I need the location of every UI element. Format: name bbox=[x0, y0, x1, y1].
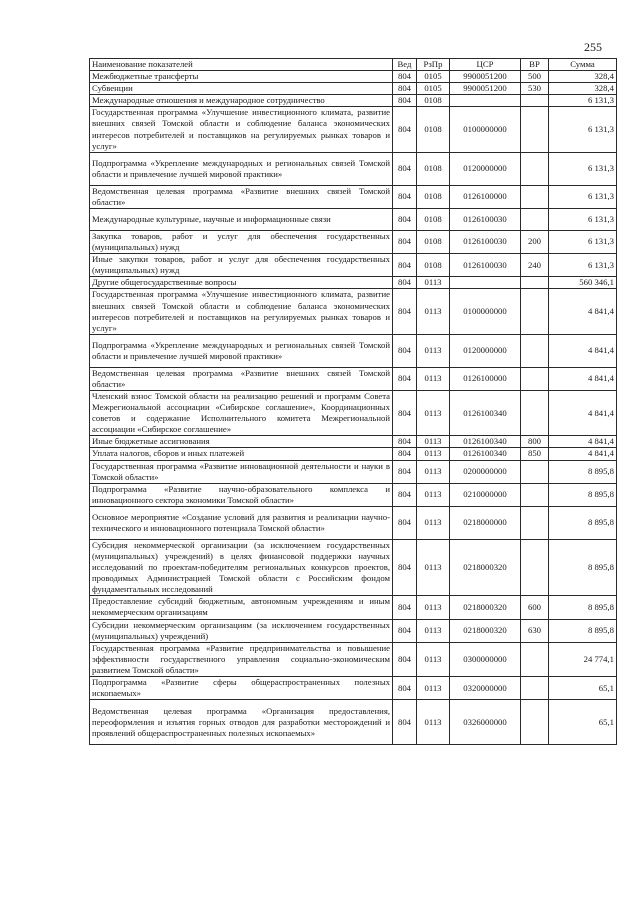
table-row bbox=[90, 642, 617, 676]
row-amount: 8 895,8 bbox=[549, 506, 617, 539]
row-amount: 65,1 bbox=[549, 700, 617, 745]
table-row bbox=[90, 506, 617, 539]
row-department: 804 bbox=[393, 230, 417, 253]
row-name: Предоставление субсидий бюджетным, автономным учреждениям и иным некоммерческим организациям bbox=[90, 596, 393, 619]
row-name: Основное мероприятие «Создание условий для развития и реализации научно-технического и инновационного потенциала Томской области» bbox=[90, 506, 393, 539]
table-row bbox=[90, 152, 617, 185]
row-name: Подпрограмма «Укрепление международных и региональных связей Томской области и привлечение лучшей мировой практики» bbox=[90, 334, 393, 367]
row-section: 0108 bbox=[417, 95, 450, 107]
row-name: Государственная программа «Развитие инновационной деятельности и науки в Томской области» bbox=[90, 460, 393, 483]
row-name: Ведомственная целевая программа «Организация предоставления, переоформления и изъятия горных отводов для разработки месторождений и проявлений общераспространенных полезных ископаемых» bbox=[90, 700, 393, 745]
row-section: 0108 bbox=[417, 230, 450, 253]
row-amount: 4 841,4 bbox=[549, 390, 617, 435]
table-row bbox=[90, 700, 617, 745]
row-target-article: 0120000000 bbox=[450, 152, 521, 185]
row-target-article: 0126100030 bbox=[450, 230, 521, 253]
row-name: Субвенции bbox=[90, 83, 393, 95]
row-department: 804 bbox=[393, 71, 417, 83]
row-section: 0113 bbox=[417, 642, 450, 676]
page-number: 255 bbox=[584, 40, 602, 54]
row-section: 0105 bbox=[417, 71, 450, 83]
row-department: 804 bbox=[393, 596, 417, 619]
row-expense-type bbox=[521, 289, 549, 334]
row-department: 804 bbox=[393, 83, 417, 95]
table-row bbox=[90, 390, 617, 435]
row-department: 804 bbox=[393, 506, 417, 539]
row-expense-type: 630 bbox=[521, 619, 549, 642]
row-amount: 24 774,1 bbox=[549, 642, 617, 676]
row-department: 804 bbox=[393, 539, 417, 595]
row-expense-type bbox=[521, 107, 549, 152]
row-expense-type bbox=[521, 460, 549, 483]
row-name: Государственная программа «Развитие предпринимательства и повышение эффективности государственного управления социально-экономическим развитием Томской области» bbox=[90, 642, 393, 676]
row-department: 804 bbox=[393, 185, 417, 208]
row-expense-type bbox=[521, 185, 549, 208]
row-section: 0108 bbox=[417, 185, 450, 208]
row-amount: 6 131,3 bbox=[549, 107, 617, 152]
row-expense-type: 530 bbox=[521, 83, 549, 95]
row-expense-type bbox=[521, 642, 549, 676]
row-section: 0113 bbox=[417, 700, 450, 745]
row-department: 804 bbox=[393, 254, 417, 277]
row-amount: 6 131,3 bbox=[549, 95, 617, 107]
row-section: 0113 bbox=[417, 506, 450, 539]
row-target-article: 0218000320 bbox=[450, 539, 521, 595]
table-row bbox=[90, 619, 617, 642]
row-amount: 4 841,4 bbox=[549, 289, 617, 334]
table-row bbox=[90, 289, 617, 334]
row-section: 0113 bbox=[417, 277, 450, 289]
row-department: 804 bbox=[393, 95, 417, 107]
table-row bbox=[90, 277, 617, 289]
row-target-article: 9900051200 bbox=[450, 83, 521, 95]
row-expense-type bbox=[521, 367, 549, 390]
row-section: 0113 bbox=[417, 460, 450, 483]
row-department: 804 bbox=[393, 334, 417, 367]
row-section: 0113 bbox=[417, 367, 450, 390]
row-target-article: 0126100340 bbox=[450, 436, 521, 448]
row-department: 804 bbox=[393, 483, 417, 506]
row-target-article: 0126100030 bbox=[450, 208, 521, 230]
row-name: Подпрограмма «Укрепление международных и региональных связей Томской области и привлечение лучшей мировой практики» bbox=[90, 152, 393, 185]
header-amount: Сумма bbox=[549, 59, 617, 71]
row-section: 0113 bbox=[417, 539, 450, 595]
row-target-article: 0200000000 bbox=[450, 460, 521, 483]
row-target-article: 0100000000 bbox=[450, 107, 521, 152]
row-target-article: 0126100340 bbox=[450, 448, 521, 460]
row-amount: 6 131,3 bbox=[549, 230, 617, 253]
row-department: 804 bbox=[393, 289, 417, 334]
row-name: Государственная программа «Улучшение инвестиционного климата, развитие внешних связей Томской области и соблюдение баланса экономических интересов потребителей и поставщиков на регулируемых рынках товаров и услуг» bbox=[90, 289, 393, 334]
row-target-article bbox=[450, 277, 521, 289]
row-target-article: 0126100030 bbox=[450, 254, 521, 277]
row-target-article: 0126100000 bbox=[450, 367, 521, 390]
table-row bbox=[90, 208, 617, 230]
table-row bbox=[90, 367, 617, 390]
table-row bbox=[90, 436, 617, 448]
row-amount: 4 841,4 bbox=[549, 334, 617, 367]
header-section: РзПр bbox=[417, 59, 450, 71]
row-name: Международные отношения и международное сотрудничество bbox=[90, 95, 393, 107]
row-amount: 328,4 bbox=[549, 71, 617, 83]
row-target-article: 0320000000 bbox=[450, 677, 521, 700]
row-amount: 6 131,3 bbox=[549, 254, 617, 277]
row-name: Иные бюджетные ассигнования bbox=[90, 436, 393, 448]
row-department: 804 bbox=[393, 436, 417, 448]
row-amount: 8 895,8 bbox=[549, 539, 617, 595]
row-amount: 8 895,8 bbox=[549, 483, 617, 506]
row-expense-type: 850 bbox=[521, 448, 549, 460]
row-expense-type bbox=[521, 677, 549, 700]
row-expense-type: 200 bbox=[521, 230, 549, 253]
row-section: 0108 bbox=[417, 254, 450, 277]
table-row bbox=[90, 596, 617, 619]
row-target-article: 0120000000 bbox=[450, 334, 521, 367]
row-target-article: 0126100000 bbox=[450, 185, 521, 208]
row-amount: 6 131,3 bbox=[549, 185, 617, 208]
row-expense-type: 500 bbox=[521, 71, 549, 83]
table-row bbox=[90, 83, 617, 95]
row-amount: 8 895,8 bbox=[549, 596, 617, 619]
table-row bbox=[90, 230, 617, 253]
row-name: Ведомственная целевая программа «Развитие внешних связей Томской области» bbox=[90, 185, 393, 208]
row-amount: 328,4 bbox=[549, 83, 617, 95]
row-department: 804 bbox=[393, 277, 417, 289]
row-name: Подпрограмма «Развитие научно-образовательного комплекса и инновационного сектора экономики Томской области» bbox=[90, 483, 393, 506]
table-row bbox=[90, 95, 617, 107]
row-expense-type bbox=[521, 152, 549, 185]
row-section: 0113 bbox=[417, 619, 450, 642]
row-section: 0113 bbox=[417, 596, 450, 619]
row-amount: 4 841,4 bbox=[549, 448, 617, 460]
row-target-article: 0218000320 bbox=[450, 619, 521, 642]
row-amount: 65,1 bbox=[549, 677, 617, 700]
row-section: 0108 bbox=[417, 107, 450, 152]
table-row bbox=[90, 460, 617, 483]
row-department: 804 bbox=[393, 460, 417, 483]
table-row bbox=[90, 107, 617, 152]
row-department: 804 bbox=[393, 700, 417, 745]
row-amount: 6 131,3 bbox=[549, 152, 617, 185]
row-section: 0113 bbox=[417, 289, 450, 334]
row-expense-type bbox=[521, 334, 549, 367]
row-section: 0113 bbox=[417, 483, 450, 506]
row-expense-type: 800 bbox=[521, 436, 549, 448]
row-expense-type bbox=[521, 277, 549, 289]
row-name: Государственная программа «Улучшение инвестиционного климата, развитие внешних связей Томской области и соблюдение баланса экономических интересов потребителей и поставщиков на регулируемых рынках товаров и услуг» bbox=[90, 107, 393, 152]
row-expense-type bbox=[521, 95, 549, 107]
row-name: Иные закупки товаров, работ и услуг для обеспечения государственных (муниципальных) нужд bbox=[90, 254, 393, 277]
row-department: 804 bbox=[393, 390, 417, 435]
table-row bbox=[90, 483, 617, 506]
table-row bbox=[90, 71, 617, 83]
row-department: 804 bbox=[393, 619, 417, 642]
row-target-article: 0326000000 bbox=[450, 700, 521, 745]
row-section: 0113 bbox=[417, 448, 450, 460]
header-name: Наименование показателей bbox=[90, 59, 393, 71]
row-amount: 4 841,4 bbox=[549, 436, 617, 448]
row-name: Другие общегосударственные вопросы bbox=[90, 277, 393, 289]
table-row bbox=[90, 334, 617, 367]
row-amount: 8 895,8 bbox=[549, 619, 617, 642]
row-department: 804 bbox=[393, 107, 417, 152]
row-target-article: 0126100340 bbox=[450, 390, 521, 435]
row-target-article: 0218000000 bbox=[450, 506, 521, 539]
row-name: Членский взнос Томской области на реализацию решений и программ Совета Межрегиональной ассоциации «Сибирское соглашение», Координационных советов и содержание Исполнительного комитета Межрегиональной ассоциации «Сибирское соглашение» bbox=[90, 390, 393, 435]
row-name: Подпрограмма «Развитие сферы общераспространенных полезных ископаемых» bbox=[90, 677, 393, 700]
row-name: Уплата налогов, сборов и иных платежей bbox=[90, 448, 393, 460]
row-department: 804 bbox=[393, 642, 417, 676]
row-section: 0105 bbox=[417, 83, 450, 95]
row-amount: 6 131,3 bbox=[549, 208, 617, 230]
row-amount: 4 841,4 bbox=[549, 367, 617, 390]
row-section: 0108 bbox=[417, 152, 450, 185]
row-name: Межбюджетные трансферты bbox=[90, 71, 393, 83]
budget-table-body bbox=[90, 59, 617, 745]
budget-table bbox=[89, 58, 617, 745]
row-target-article: 0100000000 bbox=[450, 289, 521, 334]
row-expense-type bbox=[521, 539, 549, 595]
row-department: 804 bbox=[393, 677, 417, 700]
table-row bbox=[90, 677, 617, 700]
row-expense-type: 240 bbox=[521, 254, 549, 277]
row-department: 804 bbox=[393, 448, 417, 460]
row-expense-type: 600 bbox=[521, 596, 549, 619]
row-target-article: 0300000000 bbox=[450, 642, 521, 676]
row-expense-type bbox=[521, 506, 549, 539]
row-amount: 8 895,8 bbox=[549, 460, 617, 483]
row-target-article bbox=[450, 95, 521, 107]
row-name: Международные культурные, научные и информационные связи bbox=[90, 208, 393, 230]
row-name: Закупка товаров, работ и услуг для обеспечения государственных (муниципальных) нужд bbox=[90, 230, 393, 253]
row-department: 804 bbox=[393, 367, 417, 390]
row-name: Субсидии некоммерческим организациям (за исключением государственных (муниципальных) учреждений) bbox=[90, 619, 393, 642]
row-target-article: 9900051200 bbox=[450, 71, 521, 83]
row-expense-type bbox=[521, 700, 549, 745]
row-amount: 560 346,1 bbox=[549, 277, 617, 289]
row-expense-type bbox=[521, 483, 549, 506]
row-section: 0113 bbox=[417, 677, 450, 700]
row-section: 0108 bbox=[417, 208, 450, 230]
row-section: 0113 bbox=[417, 436, 450, 448]
table-row bbox=[90, 448, 617, 460]
row-department: 804 bbox=[393, 208, 417, 230]
row-name: Ведомственная целевая программа «Развитие внешних связей Томской области» bbox=[90, 367, 393, 390]
row-target-article: 0218000320 bbox=[450, 596, 521, 619]
row-section: 0113 bbox=[417, 334, 450, 367]
row-target-article: 0210000000 bbox=[450, 483, 521, 506]
table-row bbox=[90, 539, 617, 595]
row-name: Субсидия некоммерческой организации (за исключением государственных (муниципальных) учреждений) в целях финансовой поддержки научных исследований по проектам-победителям региональных конкурсов проектов, проводимых Администрацией Томской области с Российским фондом фундаментальных исследований bbox=[90, 539, 393, 595]
header-department: Вед bbox=[393, 59, 417, 71]
table-row bbox=[90, 254, 617, 277]
row-expense-type bbox=[521, 390, 549, 435]
row-department: 804 bbox=[393, 152, 417, 185]
row-section: 0113 bbox=[417, 390, 450, 435]
table-header-row bbox=[90, 59, 617, 71]
header-expense-type: ВР bbox=[521, 59, 549, 71]
table-row bbox=[90, 185, 617, 208]
header-target-article: ЦСР bbox=[450, 59, 521, 71]
row-expense-type bbox=[521, 208, 549, 230]
